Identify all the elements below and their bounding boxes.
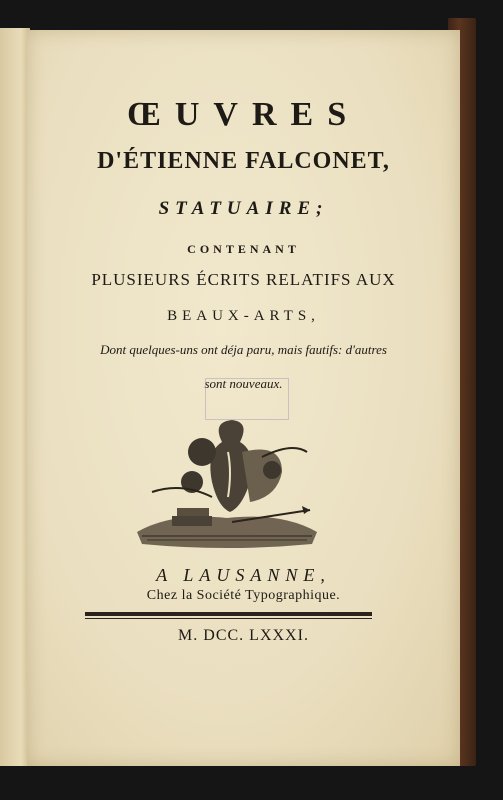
place-of-publication: A LAUSANNE, [156, 565, 331, 585]
publisher: Chez la Société Typographique. [146, 588, 341, 603]
description-line-1: PLUSIEURS ÉCRITS RELATIFS AUX [91, 270, 396, 289]
note-line-1: Dont quelques-uns ont déja paru, mais fautifs: d'autres [100, 342, 387, 357]
note-line-2: sont nouveaux. [204, 376, 283, 391]
author-line: D'ÉTIENNE FALCONET, [97, 148, 390, 174]
description-line-2: BEAUX-ARTS, [167, 308, 320, 324]
divider-rule-thin [85, 618, 372, 619]
ornamental-trophy-vignette [132, 412, 322, 554]
publication-date: M. DCC. LXXXI. [178, 627, 309, 644]
divider-rule [85, 612, 372, 616]
subtitle: STATUAIRE; [158, 198, 329, 219]
contenant-line: CONTENANT [187, 242, 300, 256]
title-page [27, 30, 460, 766]
page-title: ŒUVRES [126, 96, 361, 133]
facing-page-edge [0, 28, 30, 766]
